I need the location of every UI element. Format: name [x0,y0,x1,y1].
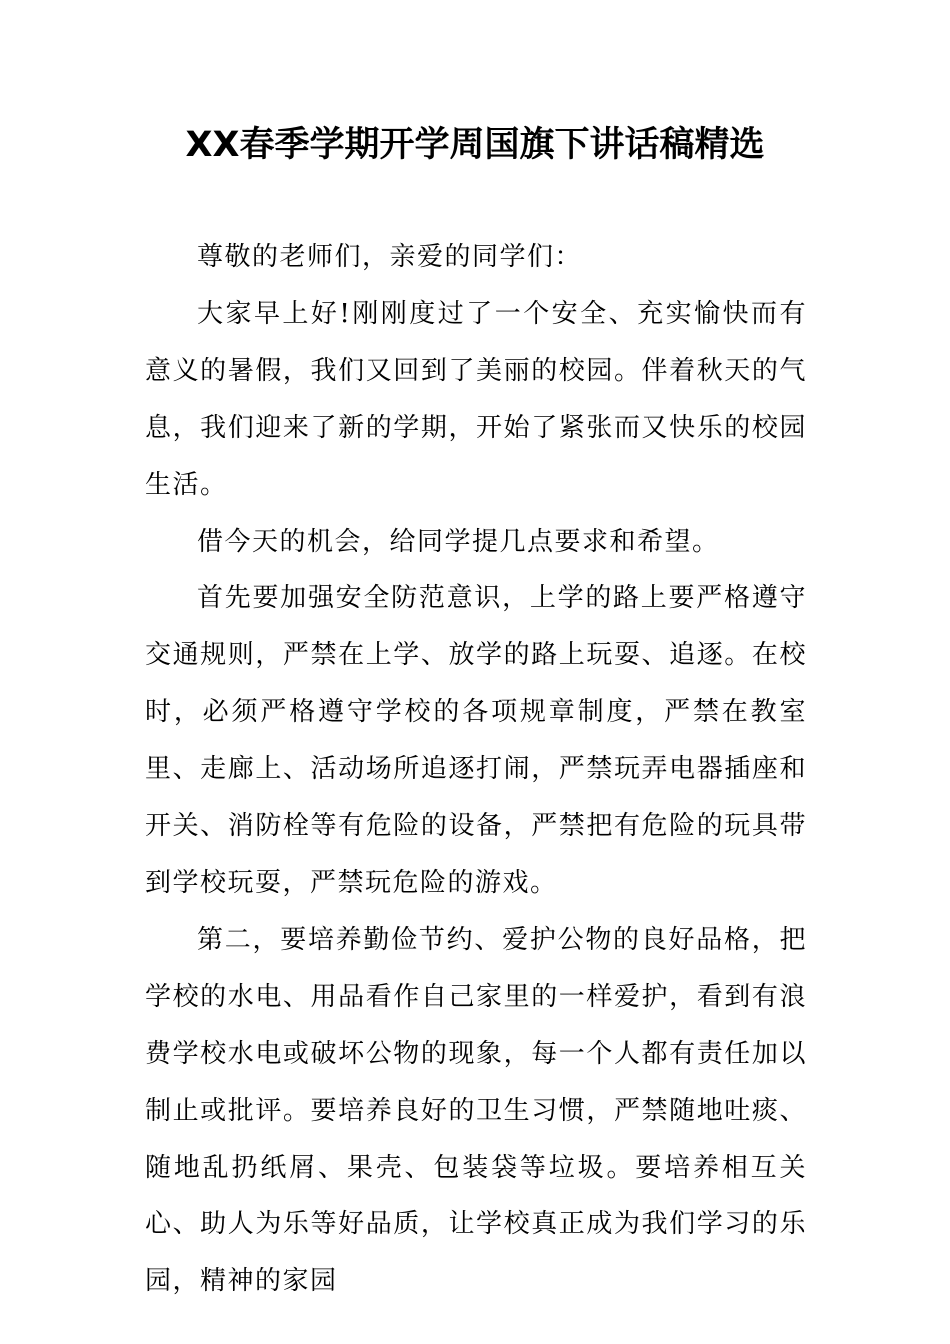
paragraph-second: 第二，要培养勤俭节约、爱护公物的良好品格，把学校的水电、用品看作自己家里的一样爱护，看到有浪费学校水电或破坏公物的现象，每一个人都有责任加以制止或批评。要培养良好的卫生习惯，严禁随地吐痰、随地乱扔纸屑、果壳、包装袋等垃圾。要培养相互关心、助人为乐等好品质，让学校真正成为我们学习的乐园，精神的家园 [145,924,807,1297]
paragraph-greeting: 尊敬的老师们，亲爱的同学们： [197,242,583,272]
paragraph-opening: 大家早上好!刚刚度过了一个安全、充实愉快而有意义的暑假，我们又回到了美丽的校园。伴着秋天的气息，我们迎来了新的学期，开始了紧张而又快乐的校园生活。 [145,298,807,500]
paragraph-intro: 借今天的机会，给同学提几点要求和希望。 [197,526,720,557]
page-title: XX春季学期开学周国旗下讲话稿精选 [185,125,765,165]
paragraph-safety: 首先要加强安全防范意识，上学的路上要严格遵守交通规则，严禁在上学、放学的路上玩耍、追逐。在校时，必须严格遵守学校的各项规章制度，严禁在教室里、走廊上、活动场所追逐打闹，严禁玩弄电器插座和开关、消防栓等有危险的设备，严禁把有危险的玩具带到学校玩耍，严禁玩危险的游戏。 [145,583,807,898]
document-body [145,229,807,1310]
